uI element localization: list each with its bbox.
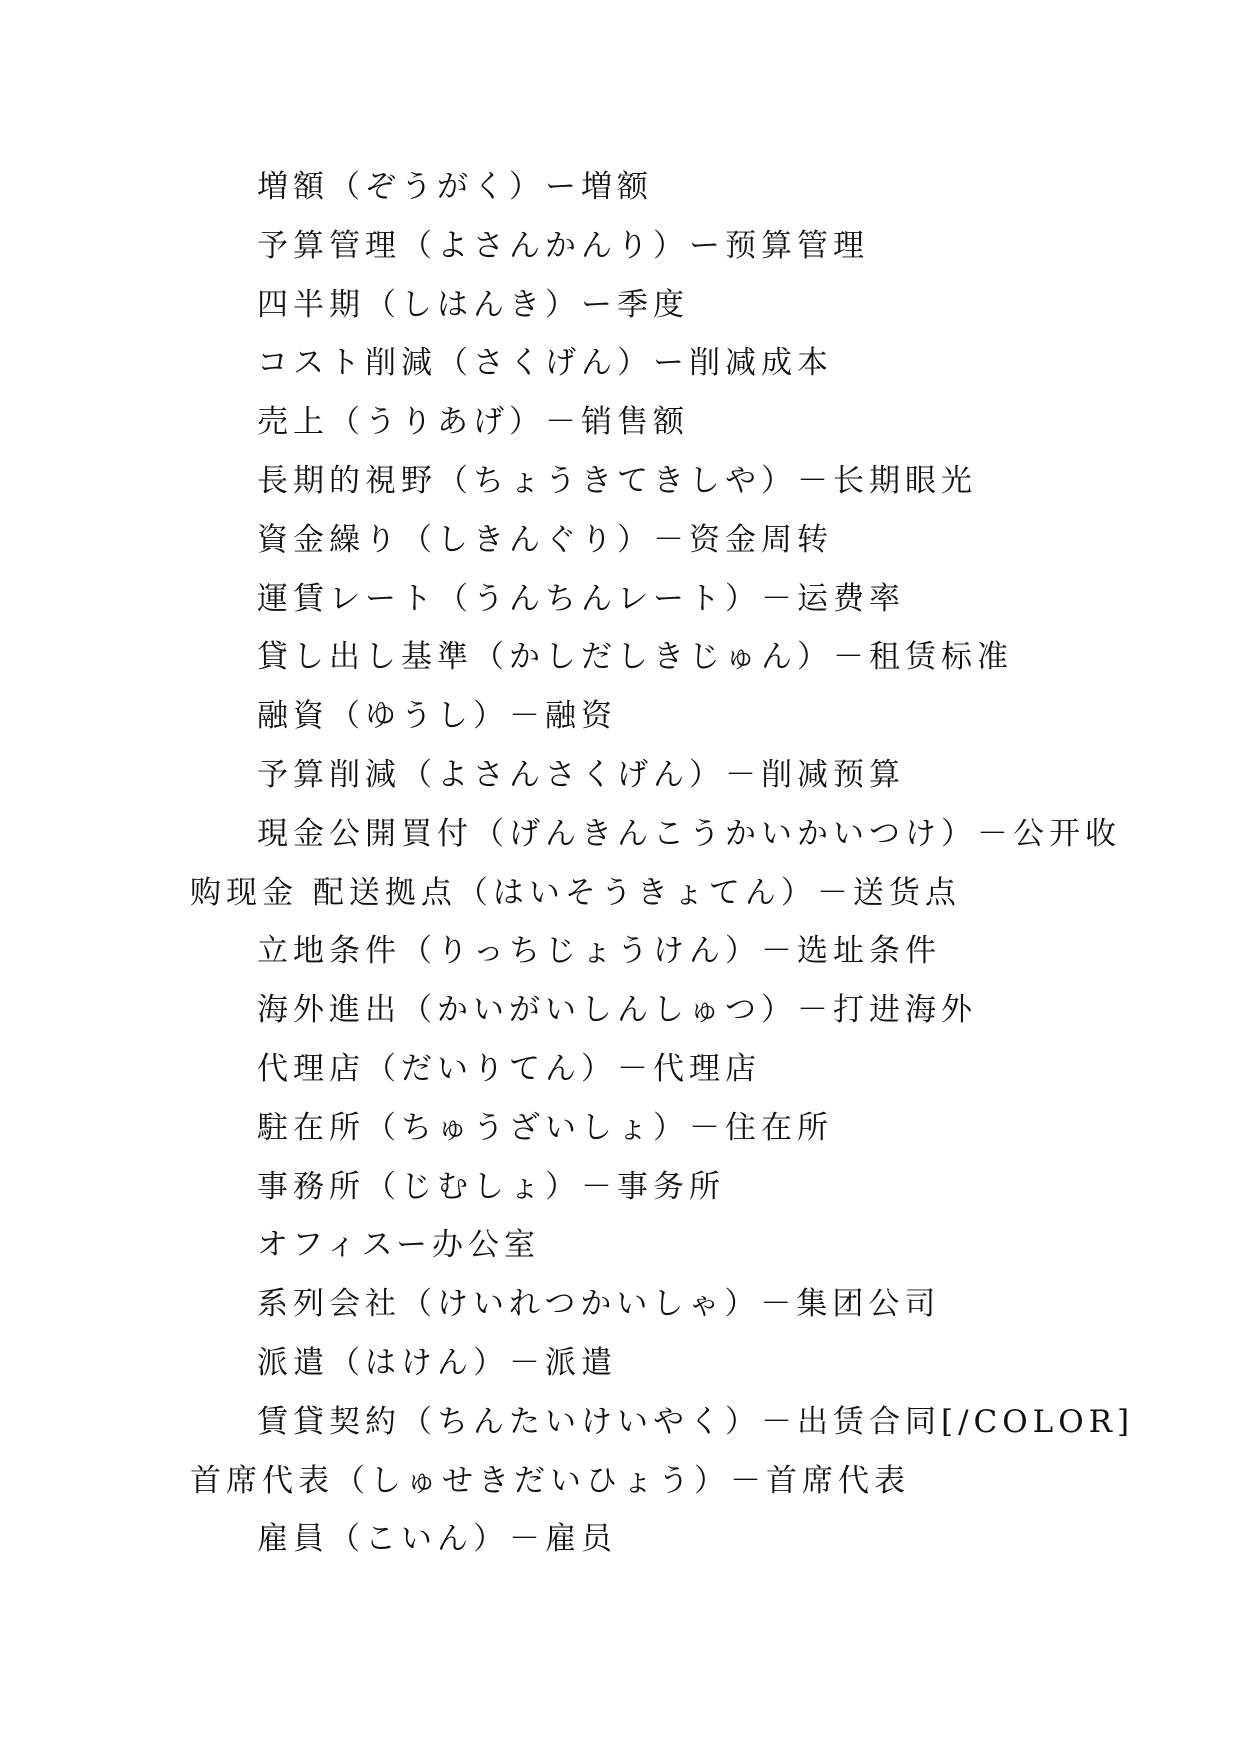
vocab-line: 四半期（しはんき）ー季度 (257, 286, 689, 323)
vocab-line: 立地条件（りっちじょうけん）－选址条件 (257, 933, 941, 970)
vocab-line: 代理店（だいりてん）－代理店 (257, 1050, 761, 1087)
vocab-line: 運賃レート（うんちんレート）－运费率 (257, 580, 905, 617)
vocab-line: 购现金 配送拠点（はいそうきょてん）－送货点 (190, 874, 961, 911)
vocab-line: 資金繰り（しきんぐり）－资金周转 (257, 521, 833, 558)
vocab-line: 賃貸契約（ちんたいけいやく）－出赁合同[/COLOR] (257, 1403, 1135, 1440)
vocab-line: 売上（うりあげ）－销售额 (257, 404, 689, 441)
vocab-line: 海外進出（かいがいしんしゅつ）－打进海外 (257, 992, 977, 1029)
vocab-line: 雇員（こいん）－雇员 (257, 1521, 617, 1558)
vocab-line: 駐在所（ちゅうざいしょ）－住在所 (257, 1109, 833, 1146)
vocab-line: 融資（ゆうし）－融资 (257, 698, 617, 735)
vocab-line: 貸し出し基準（かしだしきじゅん）－租赁标准 (257, 639, 1013, 676)
vocab-line: 系列会社（けいれつかいしゃ）－集团公司 (257, 1286, 941, 1323)
vocab-line: 予算削減（よさんさくげん）－削减预算 (257, 756, 905, 793)
vocab-line: オフィスー办公室 (257, 1227, 541, 1264)
vocab-line: 事務所（じむしょ）－事务所 (257, 1168, 725, 1205)
vocabulary-list (190, 158, 1135, 1569)
vocab-line: コスト削減（さくげん）ー削减成本 (257, 345, 833, 382)
vocab-line: 現金公開買付（げんきんこうかいかいつけ）－公开收 (257, 815, 1121, 852)
vocab-line: 予算管理（よさんかんり）ー预算管理 (257, 227, 869, 264)
vocab-line: 首席代表（しゅせきだいひょう）－首席代表 (190, 1462, 910, 1499)
vocab-line: 増額（ぞうがく）ー増额 (257, 169, 653, 205)
vocab-line: 派遣（はけん）－派遣 (257, 1344, 617, 1381)
vocab-line: 長期的視野（ちょうきてきしや）－长期眼光 (257, 462, 977, 499)
